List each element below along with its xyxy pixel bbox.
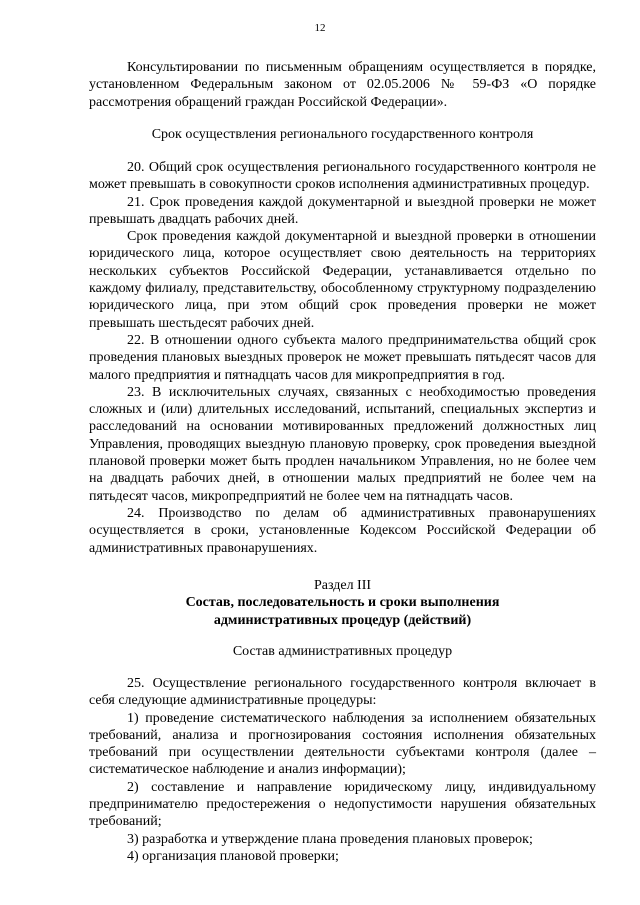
paragraph-21: 21. Срок проведения каждой документарной и выездной проверки не может превышать двадцать рабочих дней. <box>89 194 596 227</box>
subheading-procedures: Состав административных процедур <box>232 644 453 659</box>
section-title-line-1: Состав, последовательность и сроки выполнения <box>185 595 500 611</box>
section-label: Раздел III <box>313 578 372 593</box>
list-item-1: 1) проведение систематического наблюдения за исполнением обязательных требований, анализа и прогнозирования состояния исполнения обязательных требований при осуществлении деятельности субъектами контроля (далее – систематическое наблюдение и анализ информации); <box>89 710 596 778</box>
paragraph-24: 24. Производство по делам об административных правонарушениях осуществляется в сроки, установленные Кодексом Российской Федерации об административных правонарушениях. <box>89 505 596 556</box>
page-number: 12 <box>314 22 326 34</box>
list-item-2: 2) составление и направление юридическому лицу, индивидуальному предпринимателю предостережения о недопустимости нарушения обязательных требований; <box>89 779 596 830</box>
paragraph-21-continued: Срок проведения каждой документарной и выездной проверки в отношении юридического лица, которое осуществляет свою деятельность на территориях нескольких субъектов Российской Федерации, устанавливается отдельно по каждому филиалу, представительству, обособленному структурному подразделению юридического лица, при этом общий срок проведения проверки не может превышать шестьдесят рабочих дней. <box>89 229 596 331</box>
paragraph-22: 22. В отношении одного субъекта малого предпринимательства общий срок проведения плановых выездных проверок не может превышать пятьдесят часов для малого предприятия и пятнадцать часов для микропредприятия в год. <box>89 332 596 383</box>
list-item-3: 3) разработка и утверждение плана проведения плановых проверок; <box>127 831 533 847</box>
clause-25 <box>89 675 596 865</box>
list-item-4: 4) организация плановой проверки; <box>127 848 339 864</box>
section-title-line-2: административных процедур (действий) <box>213 612 472 628</box>
paragraph-20: 20. Общий срок осуществления регионального государственного контроля не может превышать в совокупности сроков исполнения административных процедур. <box>89 160 596 193</box>
clauses-20-24 <box>89 159 596 557</box>
intro-paragraph: Консультировании по письменным обращениям осуществляется в порядке, установленном Федеральным законом от 02.05.2006 № 59-ФЗ «О порядке рассмотрения обращений граждан Российской Федерации». <box>89 60 596 110</box>
paragraph-23: 23. В исключительных случаях, связанных с необходимостью проведения сложных и (или) длительных исследований, испытаний, специальных экспертиз и расследований на основании мотивированных предложений должностных лиц Управления, проводящих выездную плановую проверку, срок проведения выездной плановой проверки может быть продлен начальником Управления, но не более чем на двадцать рабочих дней, в отношении малых предприятий не более чем на пятьдесят часов, микропредприятий не более чем на пятнадцать часов. <box>89 384 596 504</box>
section-heading <box>89 577 596 629</box>
paragraph-25: 25. Осуществление регионального государственного контроля включает в себя следующие административные процедуры: <box>89 676 596 709</box>
subheading-control-period: Срок осуществления регионального государственного контроля <box>151 127 534 142</box>
